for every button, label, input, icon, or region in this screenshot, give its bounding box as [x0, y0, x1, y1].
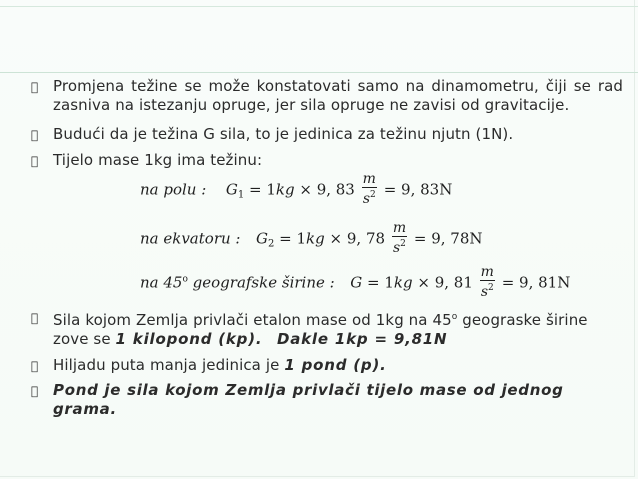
- degree-mark: o: [451, 312, 458, 322]
- formula-eq: = 1: [244, 180, 276, 199]
- formula-label: na 45: [140, 273, 183, 292]
- formula-unit: kg: [393, 273, 413, 292]
- kilopond-equation: Dakle 1kp = 9,81N: [276, 330, 448, 348]
- formula-label: na polu :: [140, 180, 207, 199]
- bullet-6-text: Pond je sila kojom Zemlja privlači tijelo mase od jednog grama.: [53, 381, 564, 418]
- formula-latitude: [140, 266, 570, 301]
- bullet-3-text: Tijelo mase 1kg ima težinu:: [53, 151, 263, 169]
- formula-result: = 9, 83N: [378, 180, 453, 199]
- bullet-2-text: Budući da je težina G sila, to je jedinica za težinu njutn (1N).: [53, 125, 514, 143]
- formula-fraction: $\frac{m}{s^2}$: [362, 171, 376, 207]
- bullet-marker: [31, 311, 47, 325]
- formula-eq: = 1: [362, 273, 394, 292]
- formula-times: ×: [412, 273, 435, 292]
- bullet-marker: [31, 384, 47, 398]
- bullet-5-part1: Hiljadu puta manja jedinica je: [53, 356, 285, 374]
- formula-symbol: G: [256, 229, 269, 248]
- formula-value: 9, 78: [346, 229, 386, 248]
- bullet-4-text: [53, 308, 623, 349]
- bullet-1-text: Promjena težine se može konstatovati samo na dinamometru, čiji se rad zasniva na istezanju opruge, jer sila opruge ne zavisi od gravitacije.: [53, 77, 623, 114]
- bullet-4-part1: Sila kojom Zemlja privlači etalon mase od 1kg na 45: [53, 311, 452, 329]
- bullet-marker: [31, 80, 47, 94]
- bullet-5-text: [53, 356, 623, 375]
- formula-degree: o: [182, 274, 188, 285]
- formula-unit: kg: [275, 180, 295, 199]
- formula-eq: = 1: [274, 229, 307, 248]
- formula-symbol: G: [350, 273, 363, 292]
- formula-value: 9, 83: [316, 180, 355, 199]
- bullet-marker: [31, 128, 47, 142]
- formula-pole: [140, 173, 452, 208]
- formula-subscript: 2: [268, 238, 275, 250]
- formula-result: = 9, 81N: [496, 273, 571, 292]
- formula-unit: kg: [306, 229, 325, 248]
- formula-result: = 9, 78N: [409, 229, 483, 248]
- formula-value: 9, 81: [434, 273, 473, 292]
- formula-fraction: $\frac{m}{s^2}$: [392, 220, 407, 256]
- formula-times: ×: [324, 229, 347, 248]
- formula-subscript: 1: [237, 189, 245, 201]
- formula-symbol: G: [225, 180, 238, 199]
- formula-label: na ekvatoru :: [140, 229, 241, 248]
- bullet-4-part2: geograske širine zove se: [53, 311, 588, 348]
- kilopond-definition: 1 kilopond (kp).: [115, 330, 263, 348]
- bullet-marker: [31, 154, 47, 168]
- formula-label-rest: geografske širine :: [187, 273, 335, 292]
- bullet-marker: [31, 359, 47, 373]
- formula-times: ×: [294, 180, 317, 199]
- formula-fraction: $\frac{m}{s^2}$: [480, 264, 494, 300]
- formula-equator: [140, 222, 483, 257]
- pond-unit: 1 pond (p).: [284, 356, 387, 374]
